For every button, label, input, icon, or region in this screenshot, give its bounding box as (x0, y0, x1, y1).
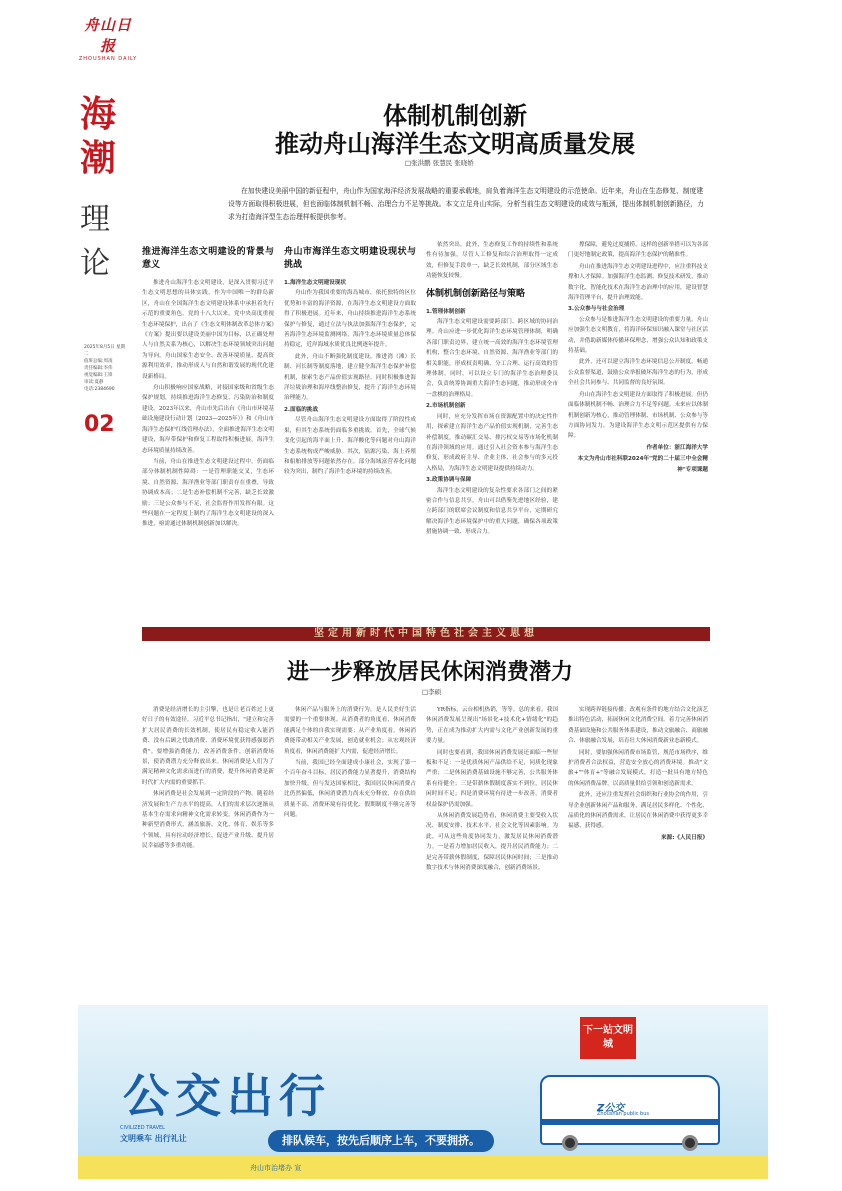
bus-wheel-icon (562, 1135, 578, 1151)
bus-brand: Z公交 (597, 1103, 625, 1114)
paragraph: 同时，应充分发挥市场在资源配置中的决定性作用，探索建立海洋生态产品价值实现机制，完善生态补偿制度，推动碳汇交易、排污权交易等市场化机制在海洋领域的应用。通过引入社会资本参与海洋生态修复，形成政府主导、企业主体、社会参与的多元投入格局，为海洋生态文明建设提供持续动力。 (426, 413, 558, 472)
article2-title: 进一步释放居民休闲消费潜力 (286, 660, 573, 685)
col3-heading: 体制机制创新路径与策略 (426, 288, 526, 299)
bus-brand-sub: Zhoushan public bus (597, 1111, 649, 1117)
article2-byline: □李硕 (422, 688, 442, 696)
paragraph: 舟山积极响应国家战略，对接国家级和省级生态保护规划，持续推进海洋生态修复、污染防治和制度建设。2023年以来，舟山市先后出台《舟山市环境基础设施建设行动计划（2023—2025年）》和《舟山市海洋生态保护红线管理办法》，全面推进海洋生态文明建设，海岸带保护和修复工程取得积极进展，海洋生态环境质量持续改善。 (142, 385, 274, 454)
paragraph: 当前，舟山在推进生态文明建设过程中，仍面临部分体制机制性障碍：一是管理职能交叉，生态环境、自然资源、海洋渔业等部门职责存在重叠，导致协调成本高；二是生态补偿机制不完善，缺乏长效激励；三是公众参与不足，社会监督作用发挥有限。这些问题在一定程度上制约了海洋生态文明建设的深入推进，亟需通过体制机制创新加以解决。 (142, 458, 274, 528)
station-sign: 下一站文明城 (580, 1017, 636, 1059)
paragraph: 当前，我国已经全面建成小康社会，实现了第一个百年奋斗目标，居民消费能力显著提升，消费结构加快升级。但与发达国家相比，我国居民休闲消费占比仍然偏低，休闲消费潜力尚未充分释放，存在供给质量不高、消费环境有待优化、假期制度不够完善等问题。 (284, 760, 416, 819)
section-char-2: 潮 (80, 137, 117, 179)
newspaper-masthead (78, 14, 138, 62)
paragraph: 此外，还应注重发挥社会组织和行业协会的作用，引导企业创新休闲产品和服务，满足居民多样化、个性化、品质化的休闲消费需求，让居民在休闲消费中获得更多幸福感、获得感。 (568, 792, 708, 830)
editor-line-1: 值班总编:周凌 (84, 359, 113, 364)
paragraph: 实现跨界链接传播；改观有条件的地方结合文化演艺推出特色活动，拓展休闲文化消费空间。着力完善休闲消费基础设施和公共服务体系建设，推动文旅融合、商旅融合、体旅融合发展，培育壮大休闲消费新业态新模式。 (568, 707, 708, 745)
col2-subheading-2: 2.面临的挑战 (284, 406, 318, 413)
section-char-4: 论 (80, 246, 110, 281)
paragraph: 海洋生态文明建设的复杂性要求各部门之间的紧密合作与信息共享。舟山可以借鉴先进地区经验，建立跨部门的联席会议制度和信息共享平台，定期研究解决海洋生态环境保护中的重大问题，确保各项政策措施协调一致、形成合力。 (426, 487, 558, 536)
editor-line-2: 责任编辑:李伟 (84, 366, 113, 371)
bus-illustration (540, 1075, 720, 1145)
article2-column-1 (142, 705, 274, 1000)
article2-column-2 (284, 705, 416, 1000)
article1-column-4 (568, 240, 708, 620)
masthead-logo: 舟山日报 (83, 16, 132, 55)
col2-heading: 舟山市海洋生态文明建设现状与挑战 (284, 247, 416, 270)
editor-line-4: 审读:夏静 (84, 380, 104, 385)
paragraph: 舟山作为我国重要的海岛城市，依托独特的区位优势和丰富的海洋资源，在海洋生态文明建设方面取得了积极进展。近年来，舟山持续推进海洋生态系统保护与修复，通过立法与执法加强海洋生态保护，完善海洋生态环境监测网络，海洋生态环境质量总体保持稳定，近岸海域水质优良比例逐年提升。 (284, 290, 416, 349)
paragraph: 从休闲消费发展趋势看，休闲消费主要受收入状况、制度安排、技术水平、社会文化等因素影响。为此，可从这些角度协同发力，激发居民休闲消费潜力。一是着力增加居民收入，提升居民消费能力；二是完善带薪休假制度，保障居民休闲时间；三是推动数字技术与休闲消费深度融合，创新消费场景。 (426, 813, 558, 872)
col3-subheading-2: 2.市场机制创新 (426, 403, 466, 410)
paragraph: 此外，舟山不断强化制度建设，推进湾（滩）长制、河长制等制度落地，建立健全海洋生态保护补偿机制，探索生态产品价值实现路径。同时积极推进海洋垃圾治理和海岸线整治修复，提升了海洋生态环境治理能力。 (284, 353, 416, 402)
paragraph: 休闲消费是社会发展到一定阶段的产物。随着经济发展和生产力水平的提高，人们的需求层次逐渐从基本生存需求向精神文化需求转变。休闲消费作为一种新型消费形式，涵盖旅游、文化、体育、娱乐等多个领域，具有拉动经济增长、促进产业升级、提升居民幸福感等多重功能。 (142, 791, 274, 850)
section-char-1: 海 (80, 93, 117, 135)
paragraph: 消费是经济增长的主引擎，也是让老百姓过上更好日子的有效途径。习近平总书记指出，"建立和完善扩大居民消费的长效机制，使居民有稳定收入能消费、没有后顾之忧敢消费、消费环境优获得感强愿消费"。要增强消费能力，改善消费条件，创新消费场景，使消费潜力充分释放出来。休闲消费是人们为了满足精神文化需求而进行的消费，提升休闲消费是新时代扩大内需的重要抓手。 (142, 707, 274, 786)
paragraph: 同时，要加强休闲消费市场监管，规范市场秩序，维护消费者合法权益，营造安全放心的消费环境。推动"文旅+""体育+"等融合发展模式，打造一批具有地方特色的休闲消费品牌，以高质量供给引领和创造新需求。 (568, 749, 708, 787)
ad-sub-slogan: 文明乘车 出行礼让 (120, 1134, 187, 1143)
article1-title-line1: 体制机制创新 (383, 102, 527, 130)
public-transport-ad (78, 1005, 768, 1179)
paragraph: 依然突出。此外，生态修复工作的持续性和系统性有待加强，尽管人工修复和综合治理取得一定成效，但修复手段单一，缺乏长效机制，部分区域生态功能恢复较慢。 (426, 242, 558, 280)
paragraph: 海洋生态文明建设需要跨部门、跨区域的协同治理。舟山应进一步优化海洋生态环境管理体制，明确各部门职责边界，建立统一高效的海洋生态环境管理机构，整合生态环境、自然资源、海洋渔业等部门的相关职能，形成权责明确、分工合理、运行高效的管理体制。同时，可以设立专门的海洋生态治理委员会，负责统筹协调重大海洋生态问题，推动形成全市一盘棋的治理格局。 (426, 319, 558, 398)
bus-stripe (542, 1119, 718, 1125)
ad-english-slogan: CIVILIZED TRAVEL (120, 1125, 165, 1131)
paragraph: 休闲产品与服务上的消费行为，是人民美好生活需要的一个重要体现。从消费者的角度看，休闲消费能满足个体的自我实现需要；从产业角度看，休闲消费能带动相关产业发展，创造就业机会；从宏观经济角度看，休闲消费能扩大内需，促进经济增长。 (284, 707, 416, 755)
section-char-3: 理 (80, 202, 110, 237)
article1-column-2 (284, 240, 416, 620)
article1-column-1 (142, 240, 274, 620)
page-number: 02 (84, 412, 115, 437)
editor-line-3: 视觉编辑:王锋 (84, 373, 113, 378)
col4-subheading-1: 3.公众参与与社会治理 (568, 306, 625, 313)
ad-bottom-bar (78, 1155, 768, 1179)
col3-subheading-1: 1.管理体制创新 (426, 308, 466, 315)
paragraph: 公众参与是推进海洋生态文明建设的重要力量。舟山应加强生态文明教育，将海洋环保知识融入课堂与社区活动，并借助新媒体传播环保理念，增强公众认知和政策支持基础。 (568, 316, 708, 355)
article2-column-3 (426, 705, 558, 1000)
masthead-logo-sub: ZHOUSHAN DAILY (78, 56, 138, 62)
article2-column-4 (568, 705, 708, 1000)
article2-source-credit: 来源:《人民日报》 (661, 834, 708, 841)
page-info (84, 344, 126, 393)
ad-queue-message: 排队候车，按先后顺序上车，不要拥挤。 (268, 1130, 494, 1152)
paragraph: 推进舟山海洋生态文明建设，是深入贯彻习近平生态文明思想的具体实践。作为中国唯一的群岛新区，舟山在全国海洋生态文明建设体系中承担着先行示范的重要角色。党的十八大以来，党中央高度重视生态环境保护，出台了《生态文明体制改革总体方案》《方案》提出要以建设美丽中国为目标，以正确处理人与自然关系为核心，以解决生态环境领域突出问题为导向。舟山国家生态安全、改善环境质量、提高资源利用效率，推动形成人与自然和谐发展的现代化建设新格局。 (142, 280, 274, 380)
bus-wheel-icon (682, 1135, 698, 1151)
ad-main-slogan: 公交出行 (123, 1069, 331, 1123)
col2-subheading-1: 1.海洋生态文明建设现状 (284, 280, 346, 286)
paragraph: 此外，还可以建立海洋生态环境信息公开制度，畅通公众监督渠道，鼓励公众举报破坏海洋生态的行为，形成全社会共同参与、共同监督的良好氛围。 (568, 359, 708, 387)
paragraph: 同时也要看到，我国休闲消费发展还面临一些短板和不足：一是优质休闲产品供给不足，同质化现象严重；二是休闲消费基础设施不够完善，公共服务体系有待健全；三是带薪休假制度落实不到位，居民休闲时间不足；四是消费环境有待进一步改善，消费者权益保护仍需加强。 (426, 749, 558, 808)
article1-lead: 在加快建设美丽中国的新征程中，舟山作为国家海洋经济发展战略的重要承载地，肩负着海洋生态文明建设的示范使命。近年来，舟山在生态修复、制度建设等方面取得积极进展，但也面临体制机制不畅、治理合力不足等挑战。本文立足舟山实际，分析当前生态文明建设的成效与瓶颈，提出体制机制创新路径，力求为打造海洋型生态治理样板提供参考。 (228, 187, 704, 221)
paragraph: 舟山在推进海洋生态文明建设进程中，应注重科技支撑和人才保障。加强海洋生态监测、修复技术研发，推动数字化、智能化技术在海洋生态治理中的应用，建设智慧海洋管理平台，提升治理效能。 (568, 263, 708, 302)
article1-title-line2: 推动舟山海洋生态文明高质量发展 (275, 130, 635, 158)
author-affiliation: 作者单位：浙江海洋大学 (646, 444, 708, 451)
section-divider-banner: 坚定用新时代中国特色社会主义思想 (142, 627, 710, 641)
col3-subheading-3: 3.政策协调与保障 (426, 477, 472, 484)
col1-heading: 推进海洋生态文明建设的背景与意义 (142, 247, 274, 270)
article1-byline: □张洪鹏 张慧民 张晓娇 (405, 159, 474, 167)
paragraph: 舟山在海洋生态文明建设方面取得了积极进展，但仍面临体制机制不畅、治理合力不足等问题。未来应以体制机制创新为核心，推动管理体制、市场机制、公众参与等方面协同发力，为建设海洋生态文明示范区提供有力保障。 (568, 391, 708, 440)
editor-line-5: 电话:2384690 (84, 387, 115, 392)
section-title (80, 92, 120, 284)
ad-credit: 舟山市治堵办 宣 (250, 1164, 302, 1172)
issue-date: 2025年8月5日 星期二 (84, 345, 126, 357)
paragraph: 撑保障，避免过度捕捞，这样的创新举措可以为各部门更好地制定政策，提高海洋生态保护的精准性。 (568, 242, 708, 259)
paragraph: 尽管舟山海洋生态文明建设方面取得了阶段性成果，但其生态系统仍面临多重挑战。首先，全球气候变化引起的海平面上升、海洋酸化等问题对舟山海洋生态系统构成严峻威胁。其次，陆源污染、海上养殖和船舶排放等问题依然存在，部分海域富营养化问题较为突出，制约了海洋生态环境的持续改善。 (284, 417, 416, 476)
paragraph: YR指标，云台相机热销，等等。总的来看，我国休闲消费发展呈现出"场景化+技术化+情绪化"的趋势，正在成为推动扩大内需与文化产业创新发展的重要力量。 (426, 707, 558, 745)
article1-column-3 (426, 240, 558, 620)
project-note: 本文为舟山市社科联2024年"党的二十届三中全会精神"专项课题 (577, 456, 708, 473)
